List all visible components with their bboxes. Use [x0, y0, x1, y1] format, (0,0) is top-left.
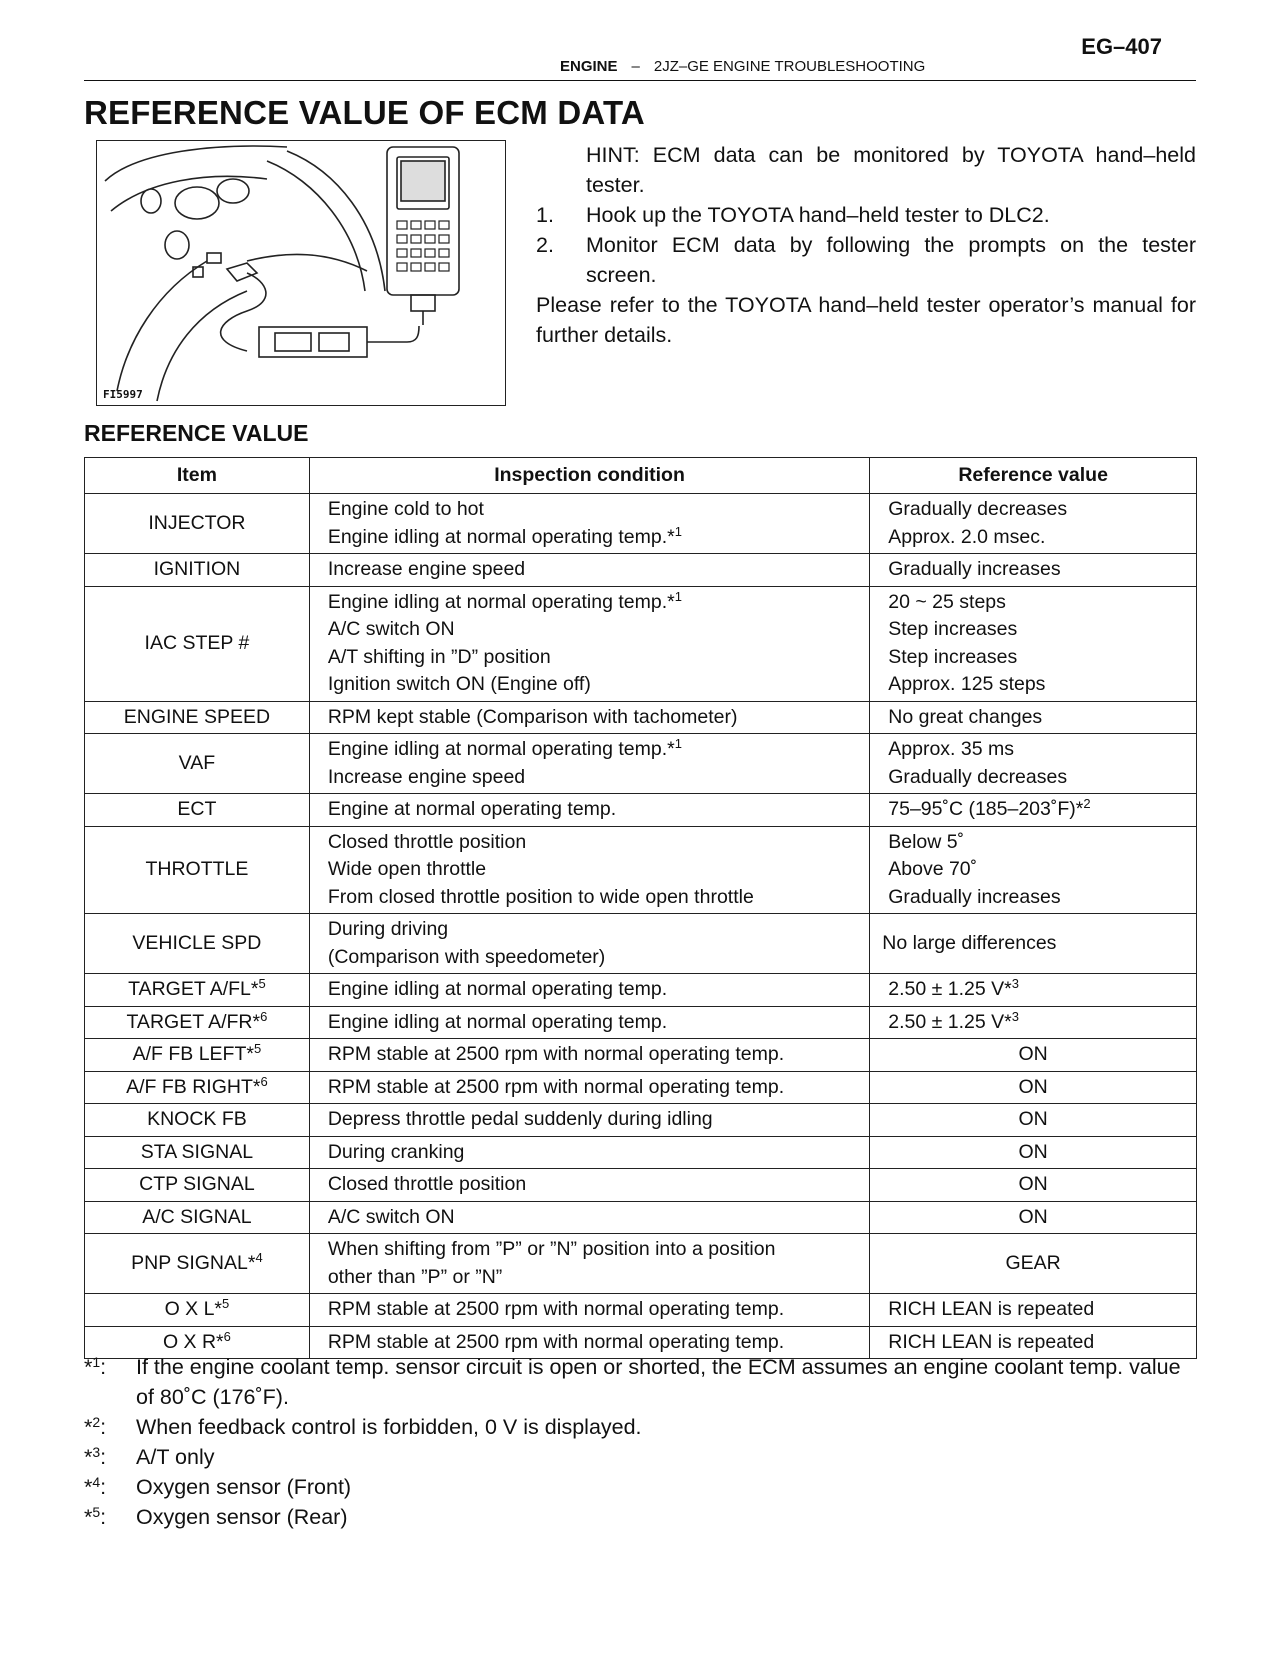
table-row [85, 826, 1197, 914]
condition-cell [309, 1169, 869, 1202]
table-row [85, 734, 1197, 794]
table-row [85, 1104, 1197, 1137]
value-line: GEAR [1005, 1251, 1061, 1274]
reference-value-cell [870, 1294, 1197, 1327]
value-line: ON [1018, 1075, 1048, 1098]
footnote [84, 1502, 1204, 1532]
value-line: 2.50 ± 1.25 V*$^3$ [888, 1008, 1019, 1033]
item-cell: INJECTOR [85, 494, 310, 554]
value-line: RICH LEAN is repeated [888, 1298, 1095, 1320]
table-row [85, 1071, 1197, 1104]
header-rule [84, 80, 1196, 81]
condition-line: RPM stable at 2500 rpm with normal operating temp. [327, 1298, 785, 1320]
condition-cell [309, 794, 869, 827]
condition-line: Ignition switch ON (Engine off) [327, 673, 591, 695]
condition-line: Closed throttle position [327, 830, 527, 853]
footnote [84, 1352, 1204, 1412]
condition-cell [309, 826, 869, 914]
value-line: Step increases [888, 618, 1018, 640]
item-cell: O X L*$^5$ [85, 1294, 310, 1327]
step-number: 1. [536, 203, 554, 227]
reference-value-cell [870, 974, 1197, 1007]
condition-cell [309, 1234, 869, 1294]
table-row [85, 794, 1197, 827]
table-row [85, 974, 1197, 1007]
footnote-mark: *$^5$: [84, 1504, 107, 1529]
value-line: ON [1018, 1205, 1048, 1228]
reference-value-cell [870, 794, 1197, 827]
condition-cell [309, 1071, 869, 1104]
reference-value-cell [870, 586, 1197, 701]
condition-cell [309, 586, 869, 701]
table-row [85, 494, 1197, 554]
footnote-mark: *$^3$: [84, 1444, 107, 1469]
item-cell: THROTTLE [85, 826, 310, 914]
table-row [85, 701, 1197, 734]
value-line: ON [1018, 1043, 1048, 1065]
value-line: Gradually decreases [888, 498, 1068, 520]
item-cell: VEHICLE SPD [85, 914, 310, 974]
value-line: ON [1018, 1140, 1048, 1163]
condition-line: During cranking [327, 1140, 465, 1163]
reference-value-cell [870, 494, 1197, 554]
table-row [85, 554, 1197, 587]
value-line: Approx. 2.0 msec. [888, 525, 1046, 548]
reference-value-cell [870, 701, 1197, 734]
reference-value-cell [870, 1234, 1197, 1294]
condition-line: RPM stable at 2500 rpm with normal operating temp. [327, 1075, 785, 1098]
section-name: ENGINE [560, 58, 618, 75]
reference-value-cell [870, 1006, 1197, 1039]
step-2 [536, 230, 1196, 290]
footnote-mark: *$^4$: [84, 1474, 107, 1499]
condition-cell [309, 1006, 869, 1039]
item-cell: TARGET A/FL*$^5$ [85, 974, 310, 1007]
footnote-ref: 1 [674, 588, 682, 604]
footnote [84, 1472, 1204, 1502]
footnote-text: When feedback control is forbidden, 0 V is displayed. [136, 1415, 642, 1439]
footnote-text: A/T only [136, 1445, 215, 1469]
reference-value-cell [870, 914, 1197, 974]
footnotes [84, 1352, 1204, 1532]
condition-line: From closed throttle position to wide open throttle [327, 885, 754, 908]
instructions [536, 140, 1196, 350]
item-cell: VAF [85, 734, 310, 794]
table-row [85, 586, 1197, 701]
footnote-ref: 6 [260, 1008, 268, 1024]
step-text: Hook up the TOYOTA hand–held tester to DLC2. [586, 203, 1050, 227]
item-cell: PNP SIGNAL*$^4$ [85, 1234, 310, 1294]
condition-cell [309, 1136, 869, 1169]
condition-line: Increase engine speed [327, 765, 526, 788]
value-line: 2.50 ± 1.25 V*$^3$ [888, 976, 1019, 1000]
reference-value-cell [870, 1104, 1197, 1137]
reference-value-cell [870, 734, 1197, 794]
reference-value-cell [870, 1039, 1197, 1072]
condition-line: Wide open throttle [327, 858, 487, 880]
condition-cell [309, 734, 869, 794]
footnote-ref: 1 [674, 523, 682, 539]
condition-line: other than ”P” or ”N” [327, 1265, 503, 1288]
value-line: 75–95˚C (185–203˚F)*$^2$ [888, 796, 1091, 820]
condition-line: RPM stable at 2500 rpm with normal operating temp. [327, 1330, 785, 1353]
value-line: Gradually increases [888, 558, 1061, 580]
condition-line: Engine idling at normal operating temp. [327, 1010, 668, 1033]
page-number: EG–407 [1081, 34, 1162, 59]
table-row [85, 1136, 1197, 1169]
condition-line: A/C switch ON [327, 1205, 455, 1228]
footnote-ref: 5 [253, 1041, 262, 1056]
footnote-ref: 6 [260, 1073, 268, 1089]
footnote-text: If the engine coolant temp. sensor circuit is open or shorted, the ECM assumes an engine coolant temp. value of 80˚C (176˚F). [136, 1355, 1181, 1409]
condition-cell [309, 554, 869, 587]
condition-line: RPM kept stable (Comparison with tachometer) [327, 705, 738, 728]
condition-line: (Comparison with speedometer) [327, 945, 606, 968]
condition-line: Closed throttle position [327, 1173, 527, 1195]
table-header-row [85, 458, 1197, 494]
condition-line: A/C switch ON [327, 618, 455, 640]
footnote-text: Oxygen sensor (Front) [136, 1475, 352, 1499]
footnote [84, 1412, 1204, 1442]
item-cell: ECT [85, 794, 310, 827]
condition-line: Engine idling at normal operating temp.*$^1$ [327, 523, 682, 548]
table-row [85, 1294, 1197, 1327]
condition-line: During driving [327, 918, 449, 940]
condition-cell [309, 914, 869, 974]
step-text: Monitor ECM data by following the prompts on the tester screen. [586, 233, 1196, 287]
condition-line: RPM stable at 2500 rpm with normal operating temp. [327, 1043, 785, 1065]
condition-cell [309, 1039, 869, 1072]
table-row [85, 1039, 1197, 1072]
value-line: 20 ~ 25 steps [888, 590, 1006, 613]
step-number: 2. [536, 233, 554, 257]
condition-cell [309, 974, 869, 1007]
reference-value-cell [870, 1169, 1197, 1202]
hint-text: HINT: ECM data can be monitored by TOYOTA hand–held tester. [586, 143, 1196, 197]
footnote-text: Oxygen sensor (Rear) [136, 1505, 348, 1529]
condition-line: Engine idling at normal operating temp.*$^1$ [327, 736, 682, 760]
chapter-name: 2JZ–GE ENGINE TROUBLESHOOTING [653, 58, 926, 75]
footnote-mark: *$^2$: [84, 1414, 107, 1439]
value-line: Gradually decreases [888, 765, 1068, 788]
condition-line: Depress throttle pedal suddenly during idling [327, 1108, 713, 1130]
tester-connection-drawing [97, 141, 505, 405]
item-cell: O X R*$^6$ [85, 1326, 310, 1359]
value-line: Below 5˚ [888, 830, 965, 853]
condition-line: Increase engine speed [327, 558, 526, 580]
condition-line: Engine cold to hot [327, 498, 484, 520]
table-row [85, 914, 1197, 974]
item-cell: KNOCK FB [85, 1104, 310, 1137]
footnote-ref: 5 [222, 1296, 230, 1311]
reference-heading: REFERENCE VALUE [84, 420, 309, 446]
column-header: Inspection condition [309, 458, 869, 494]
value-line: Approx. 125 steps [888, 673, 1046, 695]
item-cell: STA SIGNAL [85, 1136, 310, 1169]
reference-value-cell [870, 826, 1197, 914]
condition-line: Engine idling at normal operating temp. [327, 978, 668, 1000]
footnote-ref: 5 [258, 976, 266, 991]
value-line: ON [1018, 1173, 1048, 1195]
condition-line: Engine idling at normal operating temp.*$^1$ [327, 588, 682, 613]
tester-illustration [96, 140, 506, 406]
item-cell: ENGINE SPEED [85, 701, 310, 734]
condition-cell [309, 1294, 869, 1327]
page-title: REFERENCE VALUE OF ECM DATA [84, 94, 645, 131]
item-cell: IGNITION [85, 554, 310, 587]
footnote-ref: 3 [1011, 976, 1019, 991]
reference-value-cell [870, 1201, 1197, 1234]
condition-cell [309, 1201, 869, 1234]
value-line: Approx. 35 ms [888, 738, 1014, 760]
condition-cell [309, 494, 869, 554]
value-line: Gradually increases [888, 885, 1061, 908]
header-separator: – [631, 58, 640, 75]
value-line: Above 70˚ [888, 858, 978, 880]
footnote-ref: 4 [255, 1249, 263, 1265]
condition-line: Engine at normal operating temp. [327, 798, 617, 820]
item-cell: CTP SIGNAL [85, 1169, 310, 1202]
footnote-ref: 3 [1011, 1008, 1019, 1024]
column-header: Item [85, 458, 310, 494]
reference-value-cell [870, 554, 1197, 587]
item-cell: A/F FB LEFT*$^5$ [85, 1039, 310, 1072]
table-row [85, 1234, 1197, 1294]
item-cell: A/C SIGNAL [85, 1201, 310, 1234]
running-header [560, 58, 925, 75]
footnote-ref: 2 [1083, 796, 1091, 811]
value-line: No large differences [882, 931, 1057, 954]
footnote [84, 1442, 1204, 1472]
condition-cell [309, 1104, 869, 1137]
reference-table [84, 457, 1197, 1359]
footnote-mark: *$^1$: [84, 1354, 107, 1379]
item-cell: IAC STEP # [85, 586, 310, 701]
column-header: Reference value [870, 458, 1197, 494]
footnote-ref: 1 [674, 736, 682, 751]
item-cell: A/F FB RIGHT*$^6$ [85, 1071, 310, 1104]
reference-value-cell [870, 1136, 1197, 1169]
table-row [85, 1201, 1197, 1234]
item-cell: TARGET A/FR*$^6$ [85, 1006, 310, 1039]
value-line: ON [1018, 1108, 1048, 1130]
figure-code: FI5997 [103, 388, 143, 401]
condition-cell [309, 701, 869, 734]
value-line: Step increases [888, 645, 1018, 668]
value-line: RICH LEAN is repeated [888, 1330, 1095, 1353]
condition-line: A/T shifting in ”D” position [327, 645, 551, 668]
footnote-ref: 6 [223, 1328, 231, 1344]
value-line: No great changes [888, 705, 1043, 728]
table-row [85, 1006, 1197, 1039]
reference-value-cell [870, 1071, 1197, 1104]
manual-note: Please refer to the TOYOTA hand–held tester operator’s manual for further details. [536, 293, 1196, 347]
step-1 [536, 200, 1196, 230]
table-row [85, 1169, 1197, 1202]
condition-line: When shifting from ”P” or ”N” position into a position [327, 1238, 776, 1260]
